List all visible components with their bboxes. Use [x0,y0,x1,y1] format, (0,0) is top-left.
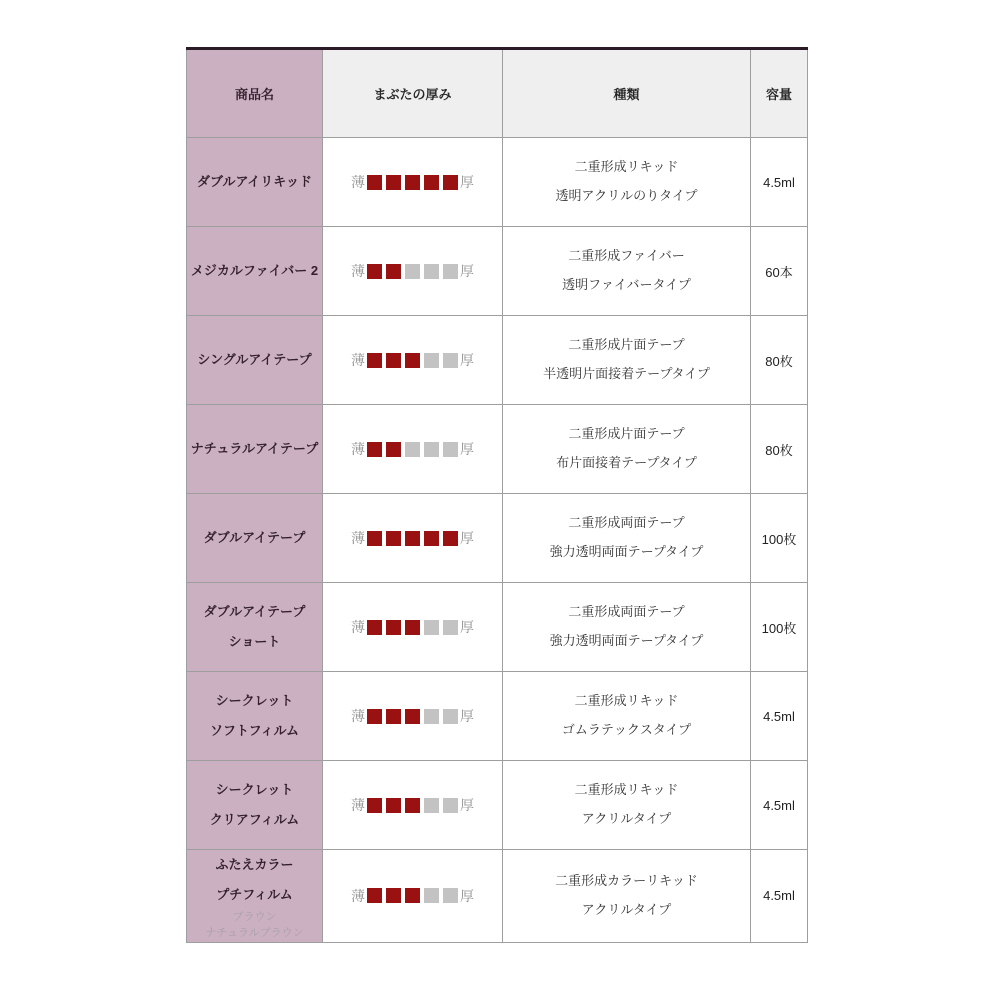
type-line: 透明ファイバータイプ [562,277,691,292]
capacity-value: 100枚 [751,583,808,672]
thickness-square-filled [367,175,382,190]
type-line: 二重形成リキッド [574,693,679,709]
product-name [187,345,322,375]
thick-label: 厚 [460,530,474,546]
thickness-square-empty [424,709,439,724]
thickness-square-filled [367,620,382,635]
product-name-cell [187,405,323,494]
thickness-square-filled [386,175,401,190]
thickness-square-empty [443,620,458,635]
thin-label: 薄 [351,352,365,368]
product-name-cell [187,672,323,761]
table-row [187,405,808,494]
thickness-square-filled [367,798,382,813]
product-name-line: シークレット [215,782,294,798]
thickness-square-empty [424,888,439,903]
product-name [187,686,322,746]
table-row [187,316,808,405]
table-row [187,494,808,583]
thickness-cell [323,583,503,672]
type-line: 二重形成片面テープ [568,426,685,442]
type-cell [503,138,751,227]
thick-label: 厚 [460,619,474,635]
product-name-line: ナチュラルアイテープ [190,441,319,457]
type-cell [503,761,751,850]
type-cell [503,583,751,672]
product-name-line: シングルアイテープ [197,352,312,368]
header-eyelid-thickness: まぶたの厚み [323,49,503,138]
thickness-square-filled [405,709,420,724]
thin-label: 薄 [351,887,365,904]
capacity-value: 100枚 [751,494,808,583]
thickness-scale [365,173,460,190]
thickness-square-empty [443,353,458,368]
thickness-square-empty [443,709,458,724]
header-capacity: 容量 [751,49,808,138]
capacity-value: 4.5ml [751,850,808,943]
thickness-square-empty [424,264,439,279]
thickness-square-filled [386,709,401,724]
thickness-square-filled [443,531,458,546]
thickness-square-filled [386,620,401,635]
product-name-cell [187,583,323,672]
thick-label: 厚 [460,441,474,457]
product-name-line: ダブルアイテープ [203,604,306,620]
product-name-cell [187,316,323,405]
product-name-cell [187,494,323,583]
product-name-line: ショート [228,634,281,649]
thickness-scale [365,440,460,457]
type-line: 二重形成ファイバー [568,248,685,264]
product-name [187,256,322,286]
thickness-cell [323,672,503,761]
thickness-square-empty [443,798,458,813]
type-line: 布片面接着テープタイプ [556,455,697,470]
table-row [187,227,808,316]
capacity-value: 80枚 [751,316,808,405]
thin-label: 薄 [351,619,365,635]
product-name [187,850,322,910]
thin-label: 薄 [351,174,365,190]
type-line: 強力透明両面テープタイプ [549,544,704,559]
product-name-cell [187,227,323,316]
thickness-square-filled [386,888,401,903]
type-cell [503,850,751,943]
thickness-square-empty [443,442,458,457]
table-row [187,138,808,227]
thickness-square-empty [424,620,439,635]
thick-label: 厚 [460,797,474,813]
thickness-square-empty [424,798,439,813]
thickness-cell [323,405,503,494]
product-name [187,597,322,657]
thin-label: 薄 [351,530,365,546]
thickness-square-filled [367,888,382,903]
table-body [187,138,808,943]
thickness-scale [365,351,460,368]
thick-label: 厚 [460,887,474,904]
thickness-square-filled [367,264,382,279]
thickness-square-filled [367,709,382,724]
type-line: アクリルタイプ [581,811,672,826]
product-name [187,523,322,553]
thickness-cell [323,761,503,850]
thickness-cell [323,138,503,227]
thickness-square-filled [405,888,420,903]
thickness-square-filled [386,442,401,457]
type-line: 二重形成両面テープ [568,515,685,531]
type-line: 強力透明両面テープタイプ [549,633,704,648]
header-product-name: 商品名 [187,49,323,138]
product-variant-line: ブラウン [232,910,277,923]
thickness-square-filled [424,175,439,190]
thickness-square-filled [424,531,439,546]
type-line: 二重形成片面テープ [568,337,685,353]
product-name [187,434,322,464]
thickness-square-filled [367,531,382,546]
thin-label: 薄 [351,797,365,813]
thickness-square-empty [443,888,458,903]
thickness-scale [365,796,460,813]
thickness-square-filled [405,531,420,546]
table-row [187,583,808,672]
thickness-square-filled [386,798,401,813]
product-name [187,167,322,197]
table-row [187,850,808,943]
thickness-scale [365,618,460,635]
product-name-line: ソフトフィルム [209,723,300,738]
thickness-square-filled [405,798,420,813]
type-line: 半透明片面接着テープタイプ [543,366,710,381]
product-name-cell [187,761,323,850]
type-cell [503,494,751,583]
type-line: 二重形成カラーリキッド [555,873,698,889]
type-cell [503,405,751,494]
table-header [187,49,808,138]
thickness-cell [323,494,503,583]
product-name-cell [187,138,323,227]
type-line: ゴムラテックスタイプ [561,722,692,737]
capacity-value: 80枚 [751,405,808,494]
type-cell [503,316,751,405]
type-cell [503,227,751,316]
thickness-scale [365,262,460,279]
thickness-cell [323,316,503,405]
type-line: 二重形成両面テープ [568,604,685,620]
thickness-square-empty [405,264,420,279]
product-name-line: プチフィルム [216,886,293,902]
thickness-cell [323,227,503,316]
thick-label: 厚 [460,708,474,724]
capacity-value: 4.5ml [751,672,808,761]
thickness-square-empty [405,442,420,457]
table-row [187,672,808,761]
product-name [187,775,322,835]
header-row [187,49,808,138]
thickness-square-filled [405,353,420,368]
capacity-value: 4.5ml [751,761,808,850]
product-color-variants [187,910,322,942]
product-name-line: シークレット [215,693,294,709]
thickness-cell [323,850,503,943]
thickness-square-filled [367,353,382,368]
thickness-scale [365,707,460,724]
type-line: 二重形成リキッド [574,782,679,798]
thickness-scale [365,529,460,546]
thickness-square-filled [367,442,382,457]
product-name-cell [187,850,323,943]
product-variant-line: ナチュラルブラウン [205,926,304,939]
header-type: 種類 [503,49,751,138]
thin-label: 薄 [351,263,365,279]
thick-label: 厚 [460,263,474,279]
type-line: 透明アクリルのりタイプ [555,188,698,203]
thickness-scale [365,887,460,904]
thickness-square-filled [443,175,458,190]
thickness-square-filled [386,264,401,279]
thickness-square-empty [424,353,439,368]
thickness-square-filled [386,353,401,368]
capacity-value: 60本 [751,227,808,316]
thickness-square-empty [424,442,439,457]
thickness-square-filled [405,175,420,190]
table-row [187,761,808,850]
thickness-square-filled [405,620,420,635]
type-cell [503,672,751,761]
product-name-line: クリアフィルム [209,812,300,827]
capacity-value: 4.5ml [751,138,808,227]
product-name-line: ダブルアイテープ [203,530,306,546]
thin-label: 薄 [351,441,365,457]
thickness-square-filled [386,531,401,546]
thin-label: 薄 [351,708,365,724]
type-line: 二重形成リキッド [574,159,679,175]
product-name-line: ふたえカラー [215,857,294,872]
thick-label: 厚 [460,174,474,190]
product-name-line: ダブルアイリキッド [196,174,313,190]
product-name-line: メジカルファイバー 2 [190,263,319,279]
thickness-square-empty [443,264,458,279]
product-comparison-table [186,47,808,943]
type-line: アクリルタイプ [581,901,672,917]
thick-label: 厚 [460,352,474,368]
